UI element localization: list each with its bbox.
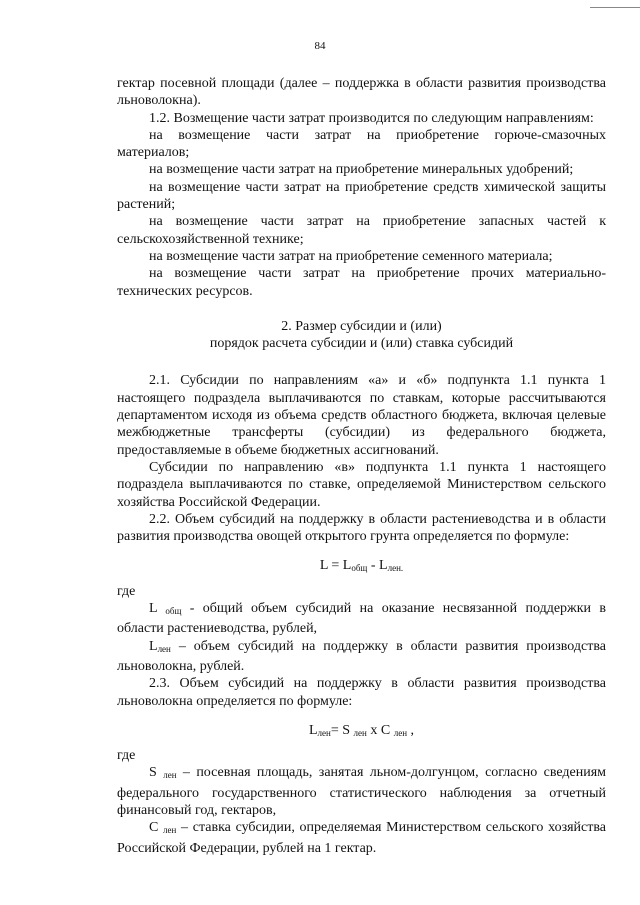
formula-total-minus: - L <box>367 558 388 574</box>
formula-flax-eq: = S <box>330 722 351 738</box>
definition-l-len <box>117 638 606 676</box>
document-body <box>117 75 606 857</box>
symbol-c: C <box>149 820 159 836</box>
definition-c-len <box>117 819 606 857</box>
top-rule <box>590 7 640 8</box>
definition-s-len <box>117 764 606 819</box>
formula-flax-sub-1: лен <box>317 727 331 738</box>
paragraph-2-2: 2.2. Объем субсидий на поддержку в области растениеводства и в области развития производства овощей открытого грунта определяется по формуле: <box>117 511 606 545</box>
symbol-sub-len: лен <box>157 643 171 654</box>
definition-c-len-text: – ставка субсидии, определяемая Министерством сельского хозяйства Российской Федерации, рублей на 1 гектар. <box>117 820 607 856</box>
paragraph-2-3: 2.3. Объем субсидий на поддержку в области развития производства льноволокна определяется по формуле: <box>117 676 606 709</box>
list-item-seeds: на возмещение части затрат на приобретение семенного материала; <box>149 248 553 264</box>
definition-l-len-text: – объем субсидий на поддержку в области развития производства льноволокна, рублей. <box>117 638 606 674</box>
symbol-sub-obsh: общ <box>165 606 182 617</box>
symbol-l: L <box>149 601 158 617</box>
list-item-chemicals: на возмещение части затрат на приобретение средств химической защиты растений; <box>117 179 606 213</box>
symbol-s-sub: лен <box>163 770 177 781</box>
formula-flax-sub-3: лен <box>393 727 408 738</box>
section-title-line2: порядок расчета субсидии и (или) ставка субсидий <box>209 336 514 352</box>
formula-flax <box>117 722 606 742</box>
paragraph-2-1: 2.1. Субсидии по направлениям «а» и «б» подпункта 1.1 пункта 1 настоящего подраздела выплачиваются по ставкам, которые рассчитываются департаментом исходя из объема средств областного бюджета, включая целевые межбюджетные трансферты (субсидии) из федерального бюджета, предоставляемые в объеме бюджетных ассигнований. <box>117 373 606 458</box>
list-item-other: на возмещение части затрат на приобретение прочих материально-технических ресурсов. <box>117 266 606 299</box>
formula-total-sub-len: лен. <box>387 563 404 574</box>
formula-total-lhs: L = L <box>319 558 352 574</box>
list-item-spare-parts: на возмещение части затрат на приобретение запасных частей к сельскохозяйственной технике; <box>117 214 606 247</box>
symbol-c-sub: лен <box>163 825 177 836</box>
section-title-line1: 2. Размер субсидии и (или) <box>281 318 442 334</box>
list-item-fuel: на возмещение части затрат на приобретение горюче-смазочных материалов; <box>117 127 606 161</box>
paragraph-continuation: гектар посевной площади (далее – поддержка в области развития производства льноволокна). <box>117 76 606 109</box>
page-number: 84 <box>314 40 326 52</box>
where-label-2: где <box>117 748 136 764</box>
formula-total-sub-obsh: общ <box>351 563 368 574</box>
where-label-1: где <box>117 583 136 599</box>
definition-s-len-text: – посевная площадь, занятая льном-долгунцом, согласно сведениям федерального государственного статистического наблюдения за отчетный финансовый год, гектаров, <box>117 765 607 818</box>
formula-flax-sub-2: лен <box>353 727 367 738</box>
formula-flax-times: x C <box>366 722 391 738</box>
definition-l-obsh <box>117 600 606 638</box>
definition-l-obsh-text: - общий объем субсидий на оказание несвязанной поддержки в области растениеводства, рублей, <box>117 601 606 637</box>
paragraph-1-2: 1.2. Возмещение части затрат производится по следующим направлениям: <box>149 110 594 126</box>
paragraph-2-1-b: Субсидии по направлению «в» подпункта 1.1 пункта 1 настоящего подраздела выплачиваются по ставке, определяемой Министерством сельского хозяйства Российской Федерации. <box>117 459 606 510</box>
formula-total <box>117 557 606 577</box>
list-item-fertilizers: на возмещение части затрат на приобретение минеральных удобрений; <box>149 162 574 178</box>
symbol-s: S <box>149 765 157 781</box>
formula-flax-lhs: L <box>308 722 318 738</box>
formula-flax-tail: , <box>407 722 415 738</box>
symbol-l: L <box>149 638 158 654</box>
